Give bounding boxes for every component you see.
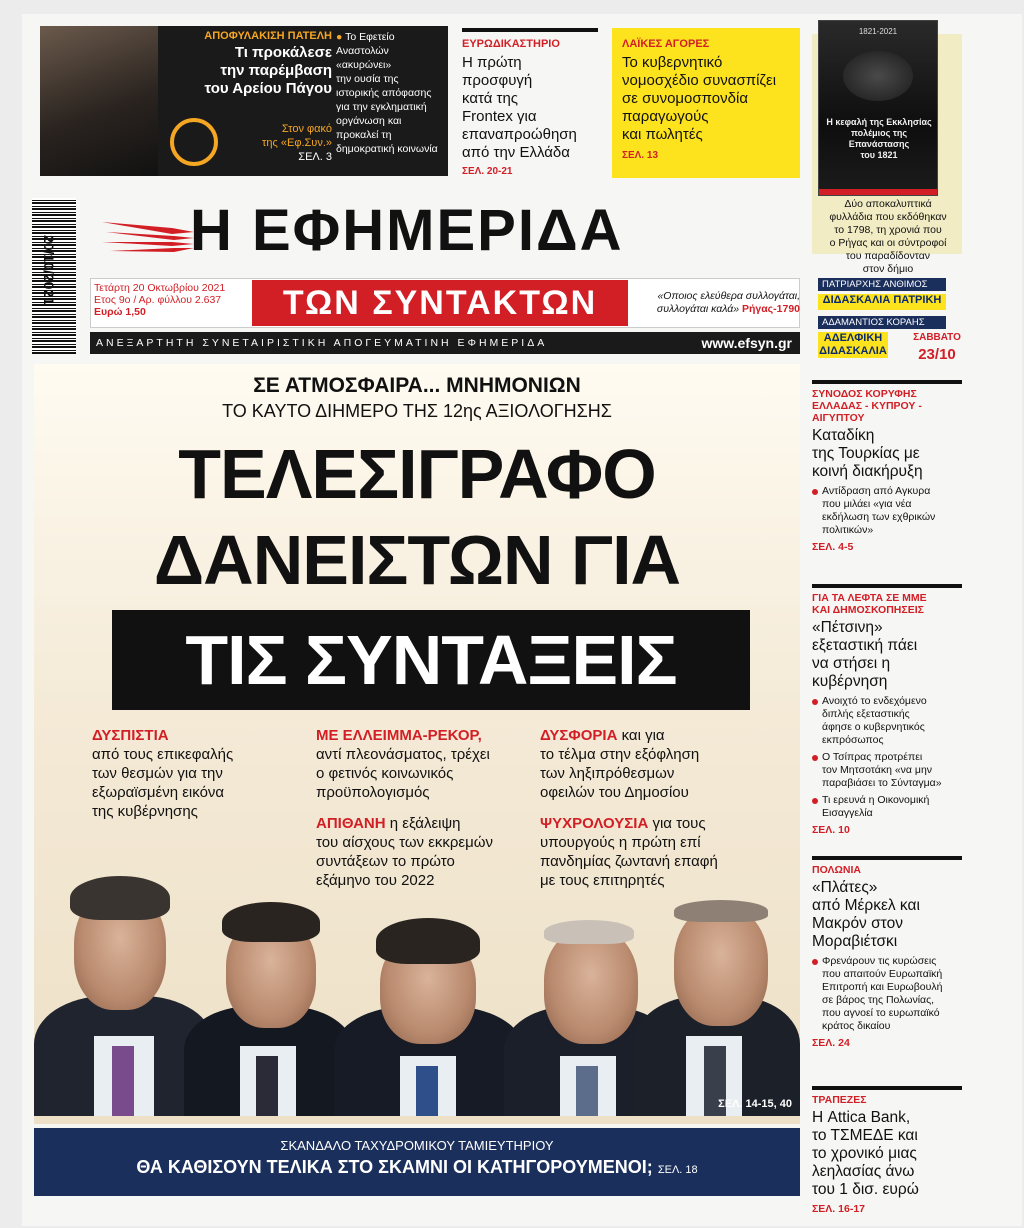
right-story-inquiry-bullet-3: Τι ερευνά η Οικονομική Εισαγγελία	[812, 794, 962, 820]
book-cover-title: Η κεφαλή της Εκκλησίας πολέμιος της Επανάστασης του 1821	[826, 117, 932, 160]
right-story-banks-see: ΣΕΛ. 16-17	[812, 1203, 865, 1215]
issue-info: Τετάρτη 20 Οκτωβρίου 2021 Ετος 9ο / Αρ. φύλλου 2.637 Ευρώ 1,50	[94, 282, 226, 318]
lead-sub-1: ΔΥΣΠΙΣΤΙΑ από τους επικεφαλής των θεσμών για την εξωραϊσμένη εικόνα της κυβέρνησης	[92, 727, 234, 820]
book-title-2: ΑΔΕΛΦΙΚΗ ΔΙΔΑΣΚΑΛΙΑ	[819, 332, 887, 357]
right-story-poland-see: ΣΕΛ. 24	[812, 1037, 850, 1049]
book-release-date: 23/10	[918, 346, 956, 363]
newspaper-front-page	[22, 14, 1022, 1226]
right-story-inquiry-bullet-2: Ο Τσίπρας προτρέπει τον Μητσοτάκη «να μην παραβιάσει το Σύνταγμα»	[812, 751, 962, 790]
book-cover[interactable]	[818, 20, 938, 196]
ministers-photo	[34, 870, 800, 1116]
website-link[interactable]: www.efsyn.gr	[701, 335, 792, 351]
right-story-poland-bullet: Φρενάρουν τις κυρώσεις που απαιτούν Ευρωπαϊκή Επιτροπή και Ευρωβουλή σε βάρος της Πολωνίας, που αγνοεί το ευρωπαϊκό κράτος δικαίου	[812, 955, 962, 1033]
lead-subkicker: ΤΟ ΚΑΥΤΟ ΔΙΗΜΕΡΟ ΤΗΣ 12ης ΑΞΙΟΛΟΓΗΣΗΣ	[222, 401, 612, 421]
book-cover-years: 1821-2021	[858, 27, 898, 36]
teaser-patelis-photo	[40, 26, 158, 176]
teaser-patelis-kicker: ΑΠΟΦΥΛΑΚΙΣΗ ΠΑΤΕΛΗ	[204, 30, 332, 42]
vertical-date: 20/10/2021	[41, 234, 57, 306]
teaser-frontex[interactable]	[462, 28, 598, 178]
teaser-laikes[interactable]	[612, 28, 800, 178]
target-magnifier-icon	[170, 118, 218, 166]
lead-sub-4: ΔΥΣΦΟΡΙΑ και για το τέλμα στην εξόφληση των ληξιπρόθεσμων οφειλών του Δημοσίου	[540, 727, 700, 801]
bottom-teaser-kicker: ΣΚΑΝΔΑΛΟ ΤΑΧΥΔΡΟΜΙΚΟΥ ΤΑΜΙΕΥΤΗΡΙΟΥ	[280, 1138, 554, 1153]
teaser-patelis-see: Στον φακό της «Εφ.Συν.» ΣΕΛ. 3	[262, 123, 332, 163]
teaser-laikes-kicker: ΛΑΪΚΕΣ ΑΓΟΡΕΣ	[622, 38, 710, 50]
quill-logo-icon	[102, 214, 194, 254]
minister-2	[184, 896, 354, 1116]
masthead-subtitle: ΤΩΝ ΣΥΝΤΑΚΤΩΝ	[252, 280, 628, 326]
teaser-laikes-see: ΣΕΛ. 13	[622, 150, 659, 161]
lead-headline-line-1[interactable]: ΤΕΛΕΣΙΓΡΑΦΟ	[178, 435, 656, 513]
teaser-patelis[interactable]	[40, 26, 448, 176]
right-story-inquiry[interactable]	[812, 584, 962, 836]
teaser-frontex-kicker: ΕΥΡΩΔΙΚΑΣΤΗΡΙΟ	[462, 38, 560, 50]
right-story-poland-kicker: ΠΟΛΩΝΙΑ	[812, 864, 861, 876]
book-promo-text: Δύο αποκαλυπτικά φυλλάδια που εκδόθηκαν το 1798, τη χρονιά που ο Ρήγας και οι σύντροφοί του παραδίδονταν στον δήμιο	[829, 198, 947, 275]
right-story-summit-kicker: ΣΥΝΟΔΟΣ ΚΟΡΥΦΗΣ ΕΛΛΑΔΑΣ - ΚΥΠΡΟΥ - ΑΙΓΥΠΤΟΥ	[812, 388, 922, 424]
right-story-summit-see: ΣΕΛ. 4-5	[812, 541, 854, 553]
right-story-banks[interactable]	[812, 1086, 962, 1215]
book-author-2: ΑΔΑΜΑΝΤΙΟΣ ΚΟΡΑΗΣ	[818, 316, 946, 329]
bottom-teaser-title: ΘΑ ΚΑΘΙΣΟΥΝ ΤΕΛΙΚΑ ΣΤΟ ΣΚΑΜΝΙ ΟΙ ΚΑΤΗΓΟΡΟΥΜΕΝΟΙ; ΣΕΛ. 18	[136, 1157, 698, 1177]
lead-headline-line-2[interactable]: ΔΑΝΕΙΣΤΩΝ ΓΙΑ	[153, 521, 681, 599]
masthead-title: Η ΕΦΗΜΕΡΙΔΑ	[190, 198, 624, 263]
lead-sub-2: ΜΕ ΕΛΛΕΙΜΜΑ-ΡΕΚΟΡ, αντί πλεονάσματος, τρέχει ο φετινός κοινωνικός προϋπολογισμός	[316, 727, 490, 801]
lead-sub-5: ΨΥΧΡΟΛΟΥΣΙΑ για τους υπουργούς η πρώτη επί πανδημίας ζωντανή επαφή με τους επιτηρητές	[540, 815, 718, 889]
masthead-quote: «Οποιος ελεύθερα συλλογάται, συλλογάται καλά» Ρήγας-1790	[656, 290, 800, 315]
right-story-summit-title: Καταδίκη της Τουρκίας με κοινή διακήρυξη	[812, 427, 923, 480]
book-author-1: ΠΑΤΡΙΑΡΧΗΣ ΑΝΘΙΜΟΣ	[818, 278, 946, 291]
right-story-poland-title: «Πλάτες» από Μέρκελ και Μακρόν στον Μοραβιέτσκι	[812, 879, 920, 950]
book-release-day: ΣΑΒΒΑΤΟ	[913, 332, 961, 343]
lead-headline-line-3[interactable]: ΤΙΣ ΣΥΝΤΑΞΕΙΣ	[185, 621, 677, 699]
right-story-banks-kicker: ΤΡΑΠΕΖΕΣ	[812, 1094, 867, 1106]
bottom-teaser[interactable]	[34, 1128, 800, 1196]
minister-5	[634, 896, 800, 1116]
right-story-summit-bullet: Αντίδραση από Αγκυρα που μιλάει «για νέα εκδήλωση των εχθρικών πολιτικών»	[812, 485, 962, 537]
tagline: ΑΝΕΞΑΡΤΗΤΗ ΣΥΝΕΤΑΙΡΙΣΤΙΚΗ ΑΠΟΓΕΥΜΑΤΙΝΗ ΕΦΗΜΕΡΙΔΑ	[96, 337, 548, 349]
right-story-poland[interactable]	[812, 856, 962, 1049]
teaser-patelis-title: Τι προκάλεσε την παρέμβαση του Αρείου Πάγου	[204, 44, 332, 97]
right-story-inquiry-bullet-1: Ανοιχτό το ενδεχόμενο διπλής εξεταστικής άφησε ο κυβερνητικός εκπρόσωπος	[812, 695, 962, 747]
teaser-laikes-title: Το κυβερνητικό νομοσχέδιο συνασπίζει σε συνομοσπονδία παραγωγούς και πωλητές	[622, 54, 777, 143]
tagline-bar	[90, 332, 800, 354]
book-cover-stripe	[819, 189, 937, 195]
right-story-inquiry-kicker: ΓΙΑ ΤΑ ΛΕΦΤΑ ΣΕ ΜΜΕ ΚΑΙ ΔΗΜΟΣΚΟΠΗΣΕΙΣ	[812, 592, 927, 616]
teaser-frontex-title: Η πρώτη προσφυγή κατά της Frontex για επαναπροώθηση από την Ελλάδα	[462, 54, 577, 161]
teaser-patelis-body: ● Το Εφετείο Αναστολών «ακυρώνει» την ουσία της ιστορικής απόφασης για την εγκληματική οργάνωση και προκαλεί τη δημοκρατική κοινωνία	[336, 31, 438, 155]
lead-sub-3: ΑΠΙΘΑΝΗ η εξάλειψη του αίσχους των εκκρεμών συντάξεων το πρώτο εξάμηνο του 2022	[316, 815, 493, 889]
right-story-banks-title: Η Attica Bank, το ΤΣΜΕΔΕ και το χρονικό μιας λεηλασίας άνω του 1 δισ. ευρώ	[812, 1109, 919, 1198]
book-title-1: ΔΙΔΑΣΚΑΛΙΑ ΠΑΤΡΙΚΗ	[818, 294, 946, 310]
photo-page-ref: ΣΕΛ. 14-15, 40	[718, 1098, 792, 1110]
right-story-inquiry-title: «Πέτσινη» εξεταστική πάει να στήσει η κυβέρνηση	[812, 619, 918, 690]
right-story-summit[interactable]	[812, 380, 962, 553]
right-story-inquiry-see: ΣΕΛ. 10	[812, 824, 850, 836]
book-cover-portrait	[843, 51, 913, 101]
minister-3	[334, 916, 524, 1116]
teaser-frontex-see: ΣΕΛ. 20-21	[462, 166, 513, 177]
lead-kicker: ΣΕ ΑΤΜΟΣΦΑΙΡΑ... ΜΝΗΜΟΝΙΩΝ	[253, 374, 581, 397]
